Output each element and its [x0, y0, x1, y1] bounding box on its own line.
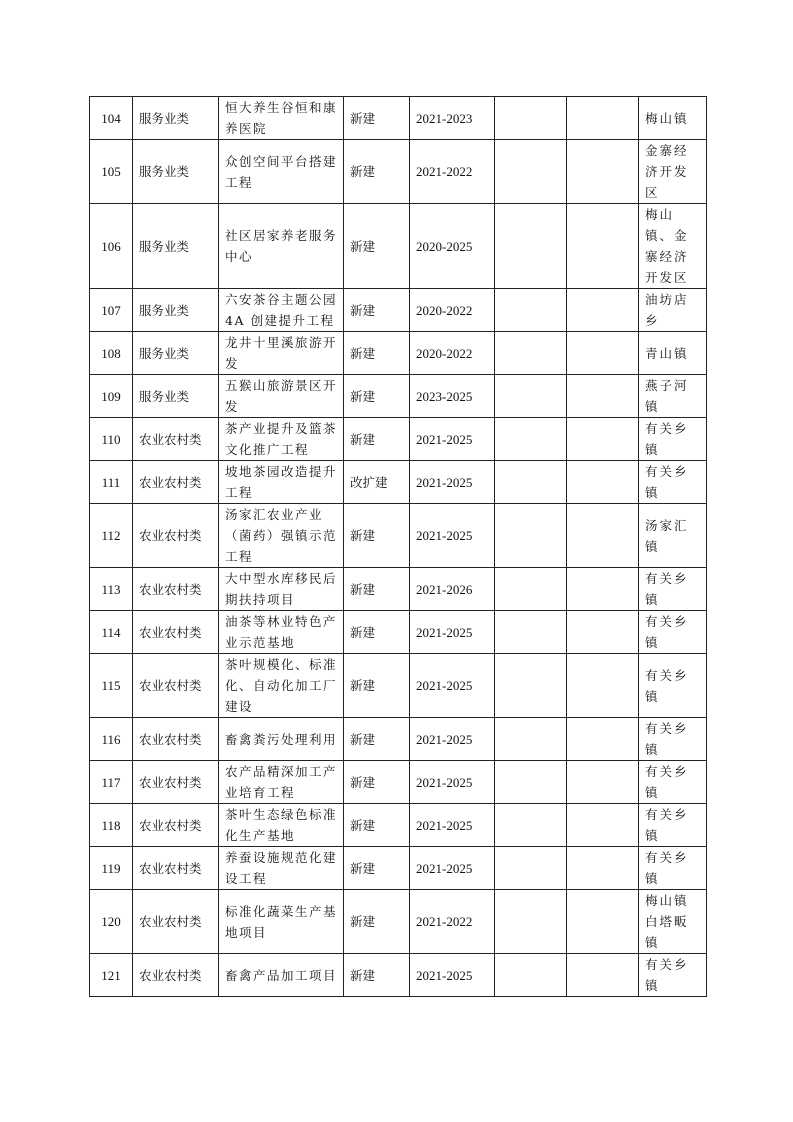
row-empty-cell [495, 804, 567, 847]
row-category: 农业农村类 [133, 568, 219, 611]
row-years: 2021-2025 [410, 954, 495, 997]
row-build-type: 新建 [344, 804, 410, 847]
row-build-type: 新建 [344, 847, 410, 890]
row-years: 2021-2025 [410, 761, 495, 804]
row-empty-cell [567, 204, 639, 289]
row-build-type: 新建 [344, 718, 410, 761]
row-location: 梅山镇、金寨经济开发区 [639, 204, 707, 289]
row-project-name: 大中型水库移民后期扶持项目 [219, 568, 344, 611]
row-location: 梅山镇 [639, 97, 707, 140]
row-empty-cell [567, 461, 639, 504]
row-years: 2021-2025 [410, 418, 495, 461]
row-category: 农业农村类 [133, 461, 219, 504]
row-project-name: 农产品精深加工产业培育工程 [219, 761, 344, 804]
row-category: 服务业类 [133, 140, 219, 204]
row-build-type: 改扩建 [344, 461, 410, 504]
table-row [90, 847, 707, 890]
row-empty-cell [567, 140, 639, 204]
row-empty-cell [567, 718, 639, 761]
row-build-type: 新建 [344, 332, 410, 375]
row-project-name: 茶叶生态绿色标准化生产基地 [219, 804, 344, 847]
table-row [90, 332, 707, 375]
row-empty-cell [495, 289, 567, 332]
table-row [90, 375, 707, 418]
row-build-type: 新建 [344, 504, 410, 568]
project-table [89, 96, 707, 997]
row-empty-cell [567, 504, 639, 568]
row-build-type: 新建 [344, 890, 410, 954]
row-empty-cell [567, 954, 639, 997]
row-years: 2021-2022 [410, 140, 495, 204]
row-project-name: 恒大养生谷恒和康养医院 [219, 97, 344, 140]
row-location: 有关乡镇 [639, 568, 707, 611]
row-number: 110 [90, 418, 133, 461]
row-build-type: 新建 [344, 204, 410, 289]
row-empty-cell [495, 418, 567, 461]
row-location: 有关乡镇 [639, 611, 707, 654]
row-number: 105 [90, 140, 133, 204]
row-empty-cell [495, 611, 567, 654]
table-row [90, 718, 707, 761]
row-years: 2021-2025 [410, 611, 495, 654]
table-row [90, 289, 707, 332]
row-location: 有关乡镇 [639, 847, 707, 890]
row-location: 汤家汇镇 [639, 504, 707, 568]
table-row [90, 611, 707, 654]
row-project-name: 龙井十里溪旅游开发 [219, 332, 344, 375]
row-project-name: 汤家汇农业产业（菌药）强镇示范工程 [219, 504, 344, 568]
row-category: 服务业类 [133, 332, 219, 375]
row-project-name: 畜禽产品加工项目 [219, 954, 344, 997]
row-category: 农业农村类 [133, 761, 219, 804]
row-build-type: 新建 [344, 761, 410, 804]
row-number: 121 [90, 954, 133, 997]
row-years: 2020-2025 [410, 204, 495, 289]
row-years: 2021-2025 [410, 847, 495, 890]
row-number: 114 [90, 611, 133, 654]
row-number: 118 [90, 804, 133, 847]
row-number: 111 [90, 461, 133, 504]
row-category: 服务业类 [133, 97, 219, 140]
row-category: 服务业类 [133, 289, 219, 332]
table-row [90, 890, 707, 954]
row-build-type: 新建 [344, 375, 410, 418]
row-empty-cell [567, 654, 639, 718]
row-empty-cell [567, 375, 639, 418]
row-number: 116 [90, 718, 133, 761]
table-row [90, 418, 707, 461]
row-category: 农业农村类 [133, 504, 219, 568]
row-build-type: 新建 [344, 289, 410, 332]
table-row [90, 654, 707, 718]
row-project-name: 油茶等林业特色产业示范基地 [219, 611, 344, 654]
row-years: 2023-2025 [410, 375, 495, 418]
row-location: 燕子河镇 [639, 375, 707, 418]
row-build-type: 新建 [344, 954, 410, 997]
row-number: 117 [90, 761, 133, 804]
row-empty-cell [495, 954, 567, 997]
row-empty-cell [567, 890, 639, 954]
row-empty-cell [495, 718, 567, 761]
row-empty-cell [567, 568, 639, 611]
row-years: 2021-2025 [410, 654, 495, 718]
row-years: 2021-2026 [410, 568, 495, 611]
row-number: 115 [90, 654, 133, 718]
row-location: 有关乡镇 [639, 761, 707, 804]
row-project-name: 六安茶谷主题公园4A 创建提升工程 [219, 289, 344, 332]
table-row [90, 954, 707, 997]
row-project-name: 坡地茶园改造提升工程 [219, 461, 344, 504]
row-empty-cell [495, 890, 567, 954]
row-project-name: 标准化蔬菜生产基地项目 [219, 890, 344, 954]
row-build-type: 新建 [344, 97, 410, 140]
row-empty-cell [495, 97, 567, 140]
row-category: 服务业类 [133, 204, 219, 289]
row-location: 有关乡镇 [639, 954, 707, 997]
row-empty-cell [567, 804, 639, 847]
table-row [90, 97, 707, 140]
row-project-name: 茶产业提升及篮茶文化推广工程 [219, 418, 344, 461]
table-row [90, 461, 707, 504]
row-years: 2021-2025 [410, 504, 495, 568]
row-empty-cell [495, 847, 567, 890]
row-project-name: 养蚕设施规范化建设工程 [219, 847, 344, 890]
row-empty-cell [495, 204, 567, 289]
row-empty-cell [495, 461, 567, 504]
table-row [90, 204, 707, 289]
row-empty-cell [567, 97, 639, 140]
row-years: 2021-2025 [410, 718, 495, 761]
row-build-type: 新建 [344, 140, 410, 204]
row-number: 104 [90, 97, 133, 140]
row-category: 服务业类 [133, 375, 219, 418]
row-build-type: 新建 [344, 568, 410, 611]
row-number: 109 [90, 375, 133, 418]
row-build-type: 新建 [344, 418, 410, 461]
row-years: 2020-2022 [410, 332, 495, 375]
row-category: 农业农村类 [133, 890, 219, 954]
row-location: 有关乡镇 [639, 654, 707, 718]
row-number: 112 [90, 504, 133, 568]
table-row [90, 140, 707, 204]
row-category: 农业农村类 [133, 954, 219, 997]
row-project-name: 茶叶规模化、标准化、自动化加工厂建设 [219, 654, 344, 718]
row-empty-cell [567, 418, 639, 461]
row-empty-cell [567, 611, 639, 654]
row-location: 有关乡镇 [639, 461, 707, 504]
row-empty-cell [495, 375, 567, 418]
row-empty-cell [495, 140, 567, 204]
row-location: 金寨经济开发区 [639, 140, 707, 204]
table-row [90, 504, 707, 568]
table-row [90, 568, 707, 611]
row-empty-cell [495, 504, 567, 568]
row-project-name: 五猴山旅游景区开发 [219, 375, 344, 418]
row-project-name: 畜禽粪污处理利用 [219, 718, 344, 761]
row-empty-cell [567, 332, 639, 375]
row-build-type: 新建 [344, 611, 410, 654]
row-empty-cell [495, 761, 567, 804]
row-number: 106 [90, 204, 133, 289]
table-body [90, 97, 707, 997]
row-category: 农业农村类 [133, 847, 219, 890]
row-empty-cell [567, 289, 639, 332]
row-years: 2021-2022 [410, 890, 495, 954]
row-location: 梅山镇白塔畈镇 [639, 890, 707, 954]
row-location: 有关乡镇 [639, 718, 707, 761]
row-empty-cell [567, 847, 639, 890]
row-location: 有关乡镇 [639, 418, 707, 461]
row-number: 119 [90, 847, 133, 890]
table-row [90, 804, 707, 847]
row-category: 农业农村类 [133, 418, 219, 461]
row-project-name: 社区居家养老服务中心 [219, 204, 344, 289]
row-number: 113 [90, 568, 133, 611]
row-number: 107 [90, 289, 133, 332]
row-project-name: 众创空间平台搭建工程 [219, 140, 344, 204]
row-empty-cell [495, 332, 567, 375]
row-number: 120 [90, 890, 133, 954]
row-years: 2021-2023 [410, 97, 495, 140]
row-empty-cell [495, 654, 567, 718]
row-empty-cell [495, 568, 567, 611]
row-years: 2020-2022 [410, 289, 495, 332]
row-years: 2021-2025 [410, 804, 495, 847]
row-category: 农业农村类 [133, 804, 219, 847]
row-years: 2021-2025 [410, 461, 495, 504]
row-category: 农业农村类 [133, 611, 219, 654]
table-row [90, 761, 707, 804]
row-number: 108 [90, 332, 133, 375]
row-location: 油坊店乡 [639, 289, 707, 332]
row-location: 有关乡镇 [639, 804, 707, 847]
row-location: 青山镇 [639, 332, 707, 375]
row-empty-cell [567, 761, 639, 804]
row-category: 农业农村类 [133, 718, 219, 761]
row-build-type: 新建 [344, 654, 410, 718]
row-category: 农业农村类 [133, 654, 219, 718]
